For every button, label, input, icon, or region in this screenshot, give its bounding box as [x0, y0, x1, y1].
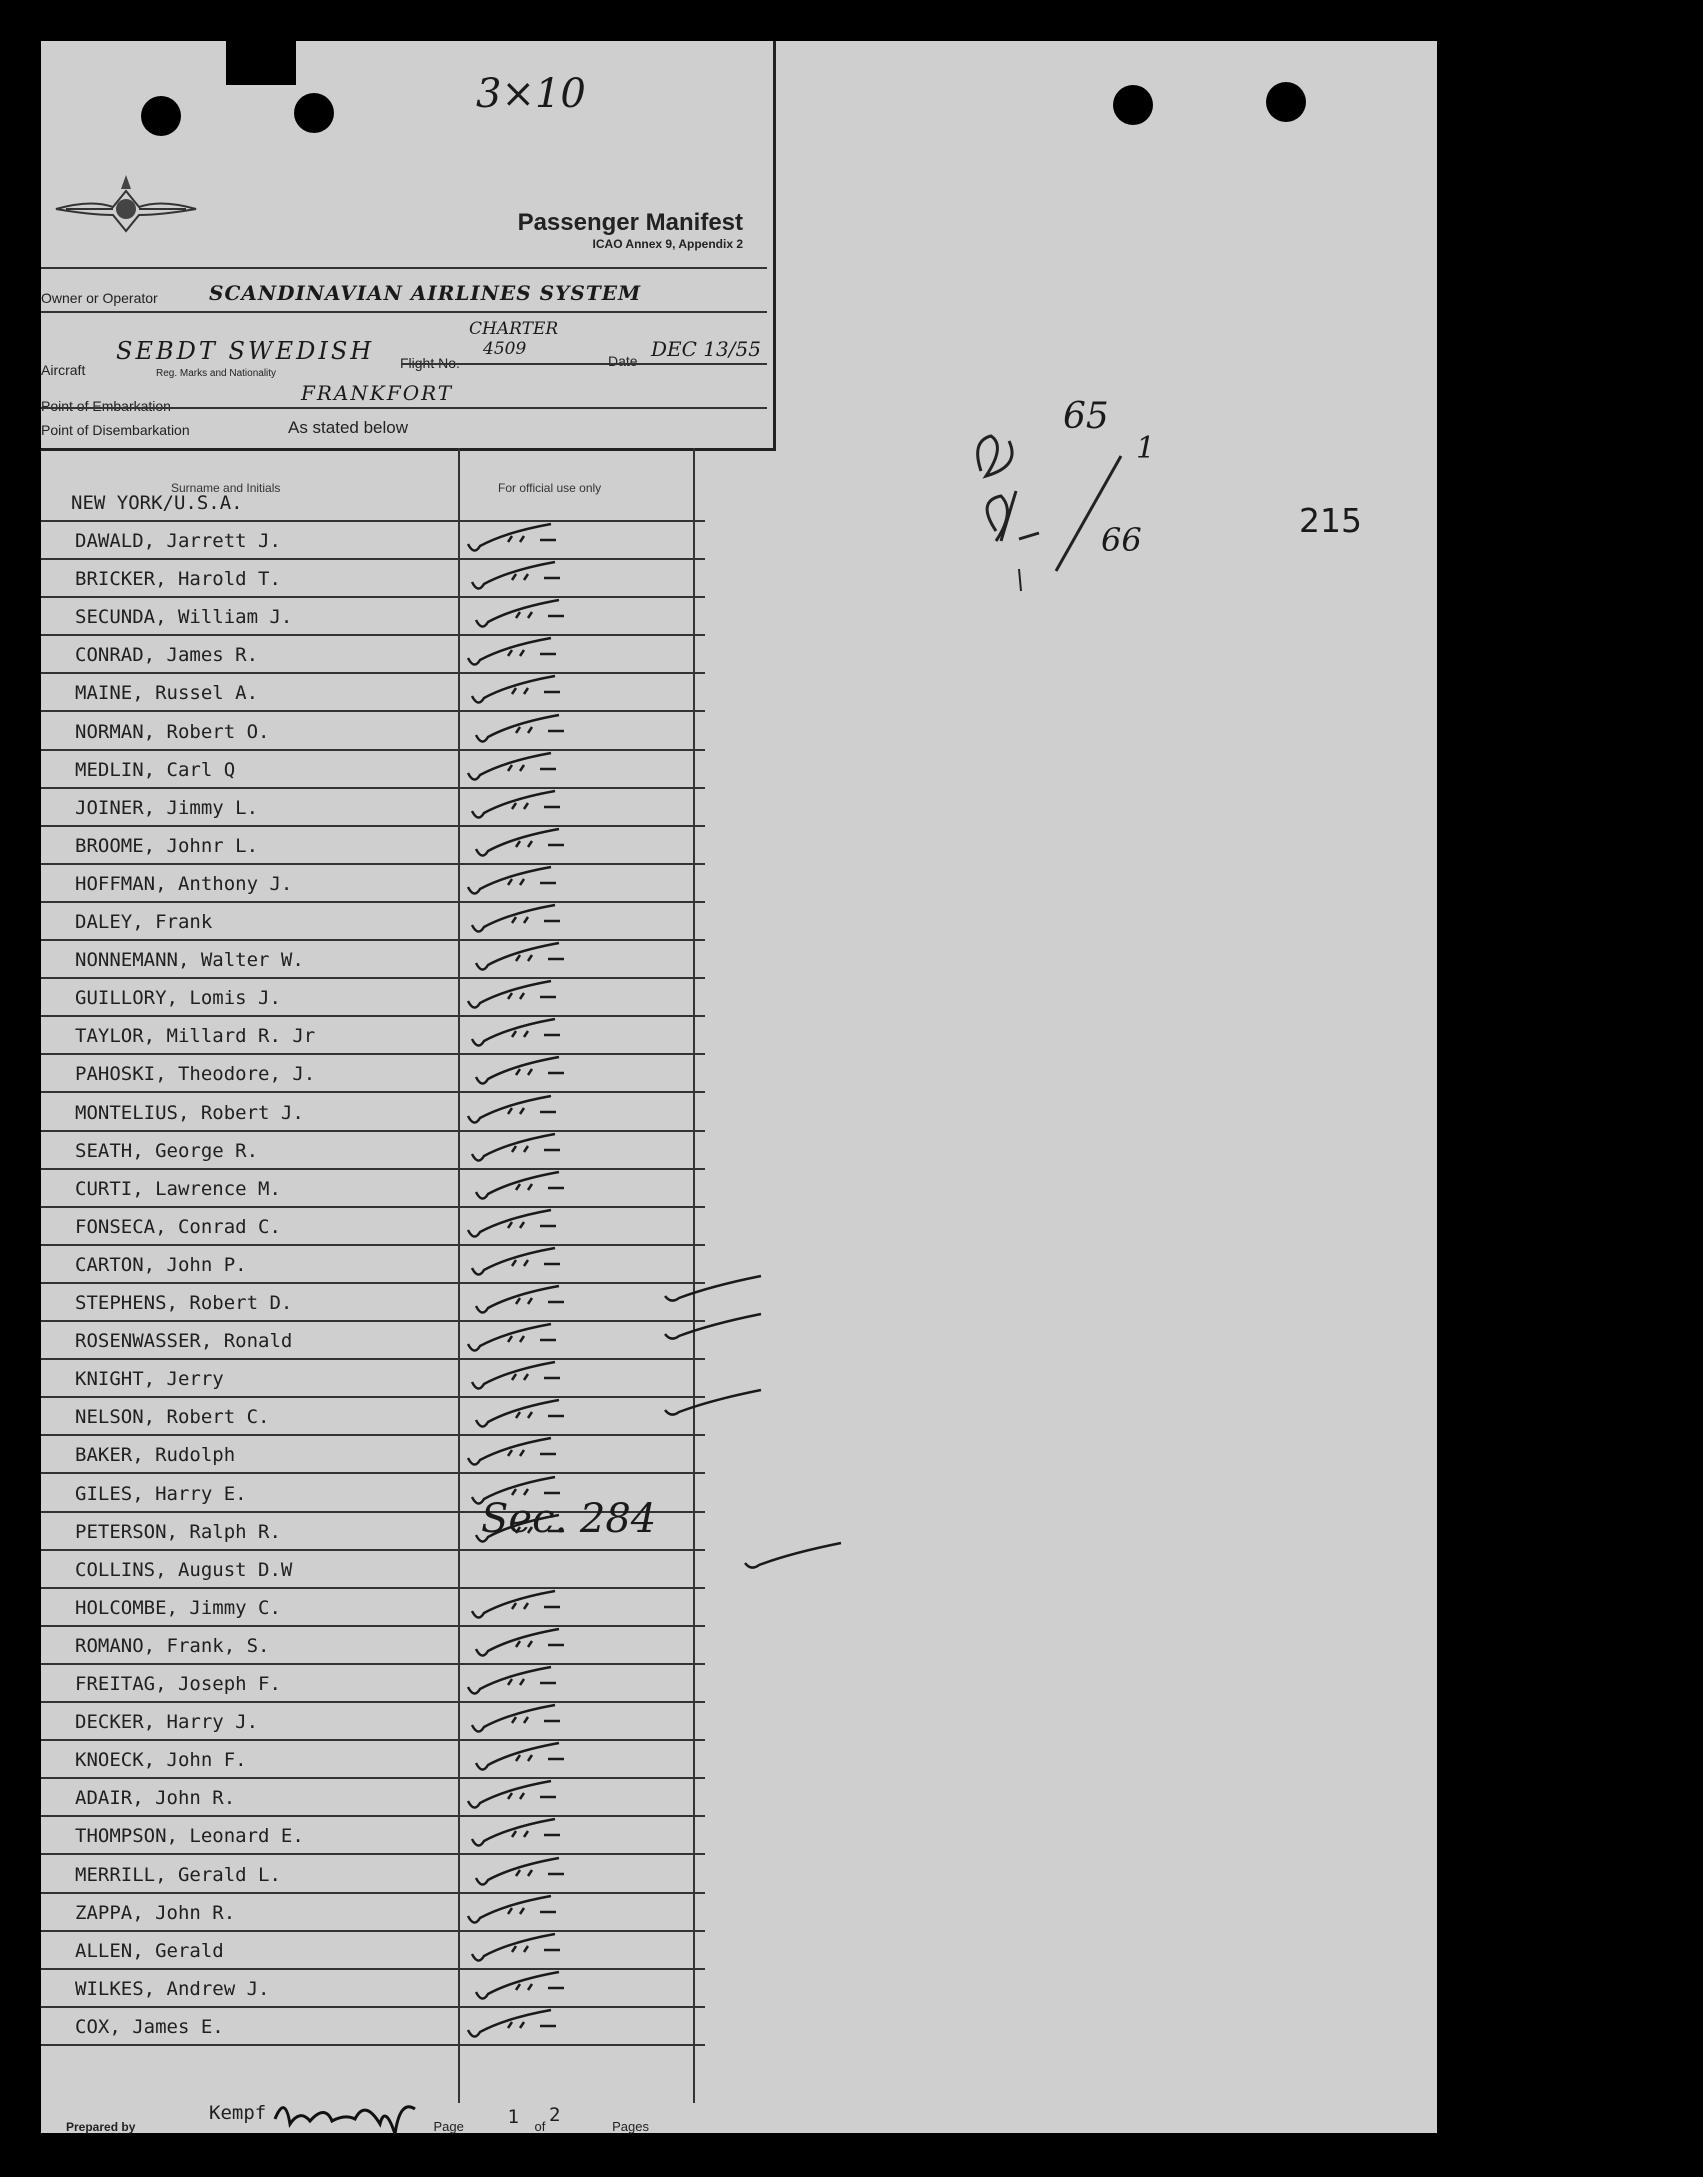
check-mark-icon: [470, 787, 590, 823]
check-mark-icon: [466, 1092, 586, 1128]
table-row: [41, 939, 705, 979]
check-mark-icon: [466, 1892, 586, 1928]
passenger-name: MAINE, Russel A.: [75, 682, 259, 705]
passenger-name: MEDLIN, Carl Q: [75, 758, 236, 781]
check-mark-icon: [741, 1537, 851, 1577]
table-row: [41, 1244, 705, 1284]
passenger-name: JOINER, Jimmy L.: [75, 796, 259, 819]
check-mark-icon: [470, 1930, 590, 1966]
table-row: [41, 1892, 705, 1932]
prepared-label: Prepared by: [66, 2120, 136, 2134]
passenger-name: BRICKER, Harold T.: [75, 568, 281, 591]
of-value: 2: [549, 2104, 561, 2126]
table-row: [41, 1625, 705, 1665]
check-mark-icon: [470, 1130, 590, 1166]
check-mark-icon: [474, 1396, 594, 1432]
date-value: DEC 13/55: [651, 337, 761, 361]
table-row: [41, 825, 705, 865]
divider: [41, 311, 767, 313]
check-mark-icon: [466, 1434, 586, 1470]
passenger-name: GILES, Harry E.: [75, 1482, 247, 1505]
prepared-value: Kempf: [209, 2102, 267, 2124]
check-mark-icon: [474, 711, 594, 747]
check-mark-icon: [470, 558, 590, 594]
passenger-name: DAWALD, Jarrett J.: [75, 530, 281, 552]
check-mark-icon: [466, 520, 586, 556]
embarkation-value: FRANKFORT: [301, 381, 454, 405]
manifest-sheet: [41, 41, 1437, 2133]
table-row: [41, 1854, 705, 1894]
table-row: [41, 558, 705, 598]
check-mark-icon: [474, 1739, 594, 1775]
check-mark-icon: [661, 1384, 771, 1424]
table-row: [41, 1549, 705, 1589]
passenger-name: THOMPSON, Leonard E.: [75, 1825, 304, 1848]
check-mark-icon: [474, 1968, 594, 2004]
passenger-name: HOLCOMBE, Jimmy C.: [75, 1596, 281, 1619]
divider: [41, 267, 767, 269]
check-mark-icon: [474, 1854, 594, 1890]
passenger-name: MERRILL, Gerald L.: [75, 1863, 281, 1886]
passenger-name: MONTELIUS, Robert J.: [75, 1101, 304, 1124]
table-row: [41, 1358, 705, 1398]
manifest-footer: [66, 2081, 649, 2136]
check-mark-icon: [470, 672, 590, 708]
check-mark-icon: [466, 749, 586, 785]
check-mark-icon: [466, 977, 586, 1013]
col-header-official: For official use only: [498, 481, 602, 495]
passenger-name: ROMANO, Frank, S.: [75, 1634, 270, 1657]
passenger-name: ALLEN, Gerald: [75, 1939, 224, 1962]
passenger-name: PAHOSKI, Theodore, J.: [75, 1063, 316, 1086]
table-row: [41, 787, 705, 827]
flight-value-number: 4509: [483, 339, 527, 359]
table-row: [41, 1434, 705, 1474]
embarkation-label: Point of Embarkation: [41, 398, 171, 414]
check-mark-icon: [474, 1168, 594, 1204]
table-row: [41, 863, 705, 903]
passenger-name: DECKER, Harry J.: [75, 1711, 259, 1734]
passenger-name: SECUNDA, William J.: [75, 606, 293, 629]
form-header: [41, 41, 776, 451]
table-row: [41, 1130, 705, 1170]
form-title-block: [518, 209, 743, 251]
passenger-name: TAYLOR, Millard R. Jr: [75, 1025, 316, 1048]
table-row: [41, 1968, 705, 2008]
of-label: of: [534, 2119, 546, 2134]
punch-hole: [1266, 82, 1306, 122]
table-row: [41, 1815, 705, 1855]
passenger-name: KNIGHT, Jerry: [75, 1368, 224, 1391]
passenger-name: FONSECA, Conrad C.: [75, 1215, 281, 1238]
table-row: [41, 1092, 705, 1132]
check-mark-icon: [474, 1625, 594, 1661]
table-row: [41, 1282, 705, 1322]
check-mark-icon: [470, 901, 590, 937]
page-stamp-number: 215: [1299, 501, 1362, 540]
table-row: [41, 1396, 705, 1436]
table-row: [41, 2006, 705, 2046]
col-header-name: Surname and Initials: [171, 481, 281, 495]
disembarkation-value: As stated below: [288, 418, 409, 437]
flight-value-charter: CHARTER: [469, 319, 559, 339]
check-mark-icon: [466, 1320, 586, 1356]
official-note-sec: Sec. 284: [481, 1496, 657, 1542]
divider: [41, 407, 767, 409]
airline-logo-icon: [51, 171, 201, 241]
passenger-name: COLLINS, August D.W: [75, 1558, 293, 1581]
check-mark-icon: [474, 939, 594, 975]
passenger-name: NONNEMANN, Walter W.: [75, 949, 304, 972]
table-row: [41, 1053, 705, 1093]
check-mark-icon: [474, 596, 594, 632]
passenger-name: NELSON, Robert C.: [75, 1406, 270, 1429]
table-row: [41, 1930, 705, 1970]
table-row: [41, 1206, 705, 1246]
table-row: [41, 1168, 705, 1208]
signature-icon: [270, 2089, 420, 2139]
table-row: [41, 711, 705, 751]
divider: [401, 363, 767, 365]
margin-note-1: 1: [1136, 431, 1156, 466]
owner-label: Owner or Operator: [41, 290, 158, 306]
date-label: Date: [608, 353, 638, 369]
owner-value: SCANDINAVIAN AIRLINES SYSTEM: [209, 281, 642, 305]
destination-label: NEW YORK/U.S.A.: [71, 492, 243, 514]
check-mark-icon: [470, 1815, 590, 1851]
table-row: [41, 1663, 705, 1703]
check-mark-icon: [470, 1701, 590, 1737]
check-mark-icon: [661, 1270, 771, 1310]
check-mark-icon: [470, 1015, 590, 1051]
passenger-name: COX, James E.: [75, 2015, 224, 2038]
table-row: [41, 1777, 705, 1817]
table-row: [41, 1701, 705, 1741]
check-mark-icon: [466, 634, 586, 670]
passenger-name: ADAIR, John R.: [75, 1787, 236, 1810]
passenger-name: CARTON, John P.: [75, 1253, 247, 1276]
aircraft-value: SEBDT SWEDISH: [116, 337, 375, 365]
destination-row: [41, 488, 705, 522]
passenger-name: FREITAG, Joseph F.: [75, 1673, 281, 1695]
page-label: Page: [433, 2119, 464, 2134]
margin-note-65: 65: [1063, 396, 1109, 437]
check-mark-icon: [466, 863, 586, 899]
passenger-name: NORMAN, Robert O.: [75, 720, 270, 743]
aircraft-label: Aircraft: [41, 362, 86, 378]
passenger-name: WILKES, Andrew J.: [75, 1977, 270, 2000]
check-mark-icon: [466, 1777, 586, 1813]
margin-handwriting: [961, 421, 1161, 611]
table-row: [41, 520, 705, 560]
table-row: [41, 1587, 705, 1627]
table-row: [41, 1320, 705, 1360]
check-mark-icon: [661, 1308, 771, 1348]
reg-marks-label: Reg. Marks and Nationality: [156, 368, 277, 379]
passenger-name: ROSENWASSER, Ronald: [75, 1330, 293, 1353]
page-value: 1: [507, 2106, 519, 2128]
table-row: [41, 634, 705, 674]
check-mark-icon: [470, 1587, 590, 1623]
passenger-name: BROOME, Johnr L.: [75, 834, 259, 857]
passenger-name: SEATH, George R.: [75, 1139, 259, 1162]
passenger-name: STEPHENS, Robert D.: [75, 1292, 293, 1314]
passenger-name: KNOECK, John F.: [75, 1749, 247, 1772]
passenger-name: BAKER, Rudolph: [75, 1444, 236, 1467]
check-mark-icon: [466, 1663, 586, 1699]
passenger-name: DALEY, Frank: [75, 911, 213, 933]
check-mark-icon: [466, 1206, 586, 1242]
passenger-name: PETERSON, Ralph R.: [75, 1520, 281, 1543]
table-row: [41, 672, 705, 712]
passenger-name: CONRAD, James R.: [75, 644, 259, 667]
table-row: [41, 749, 705, 789]
check-mark-icon: [474, 1282, 594, 1318]
table-row: [41, 1739, 705, 1779]
check-mark-icon: [466, 2006, 586, 2042]
passenger-name: CURTI, Lawrence M.: [75, 1177, 281, 1200]
check-mark-icon: [474, 1053, 594, 1089]
check-mark-icon: [470, 1358, 590, 1394]
corner-handwritten-note: 3×10: [476, 71, 586, 117]
passenger-name: GUILLORY, Lomis J.: [75, 987, 281, 1010]
table-row: [41, 1015, 705, 1055]
passenger-name: ZAPPA, John R.: [75, 1901, 236, 1924]
flight-label: Flight No.: [400, 355, 460, 371]
check-mark-icon: [474, 825, 594, 861]
check-mark-icon: [470, 1244, 590, 1280]
table-row: [41, 596, 705, 636]
pages-label: Pages: [612, 2119, 649, 2134]
form-title: Passenger Manifest: [517, 209, 743, 236]
passenger-name: HOFFMAN, Anthony J.: [75, 872, 293, 895]
disembarkation-label: Point of Disembarkation: [41, 422, 190, 438]
table-row: [41, 901, 705, 941]
table-row: [41, 977, 705, 1017]
margin-note-66: 66: [1101, 521, 1142, 559]
form-subtitle: ICAO Annex 9, Appendix 2: [592, 237, 743, 251]
punch-hole: [1113, 85, 1153, 125]
